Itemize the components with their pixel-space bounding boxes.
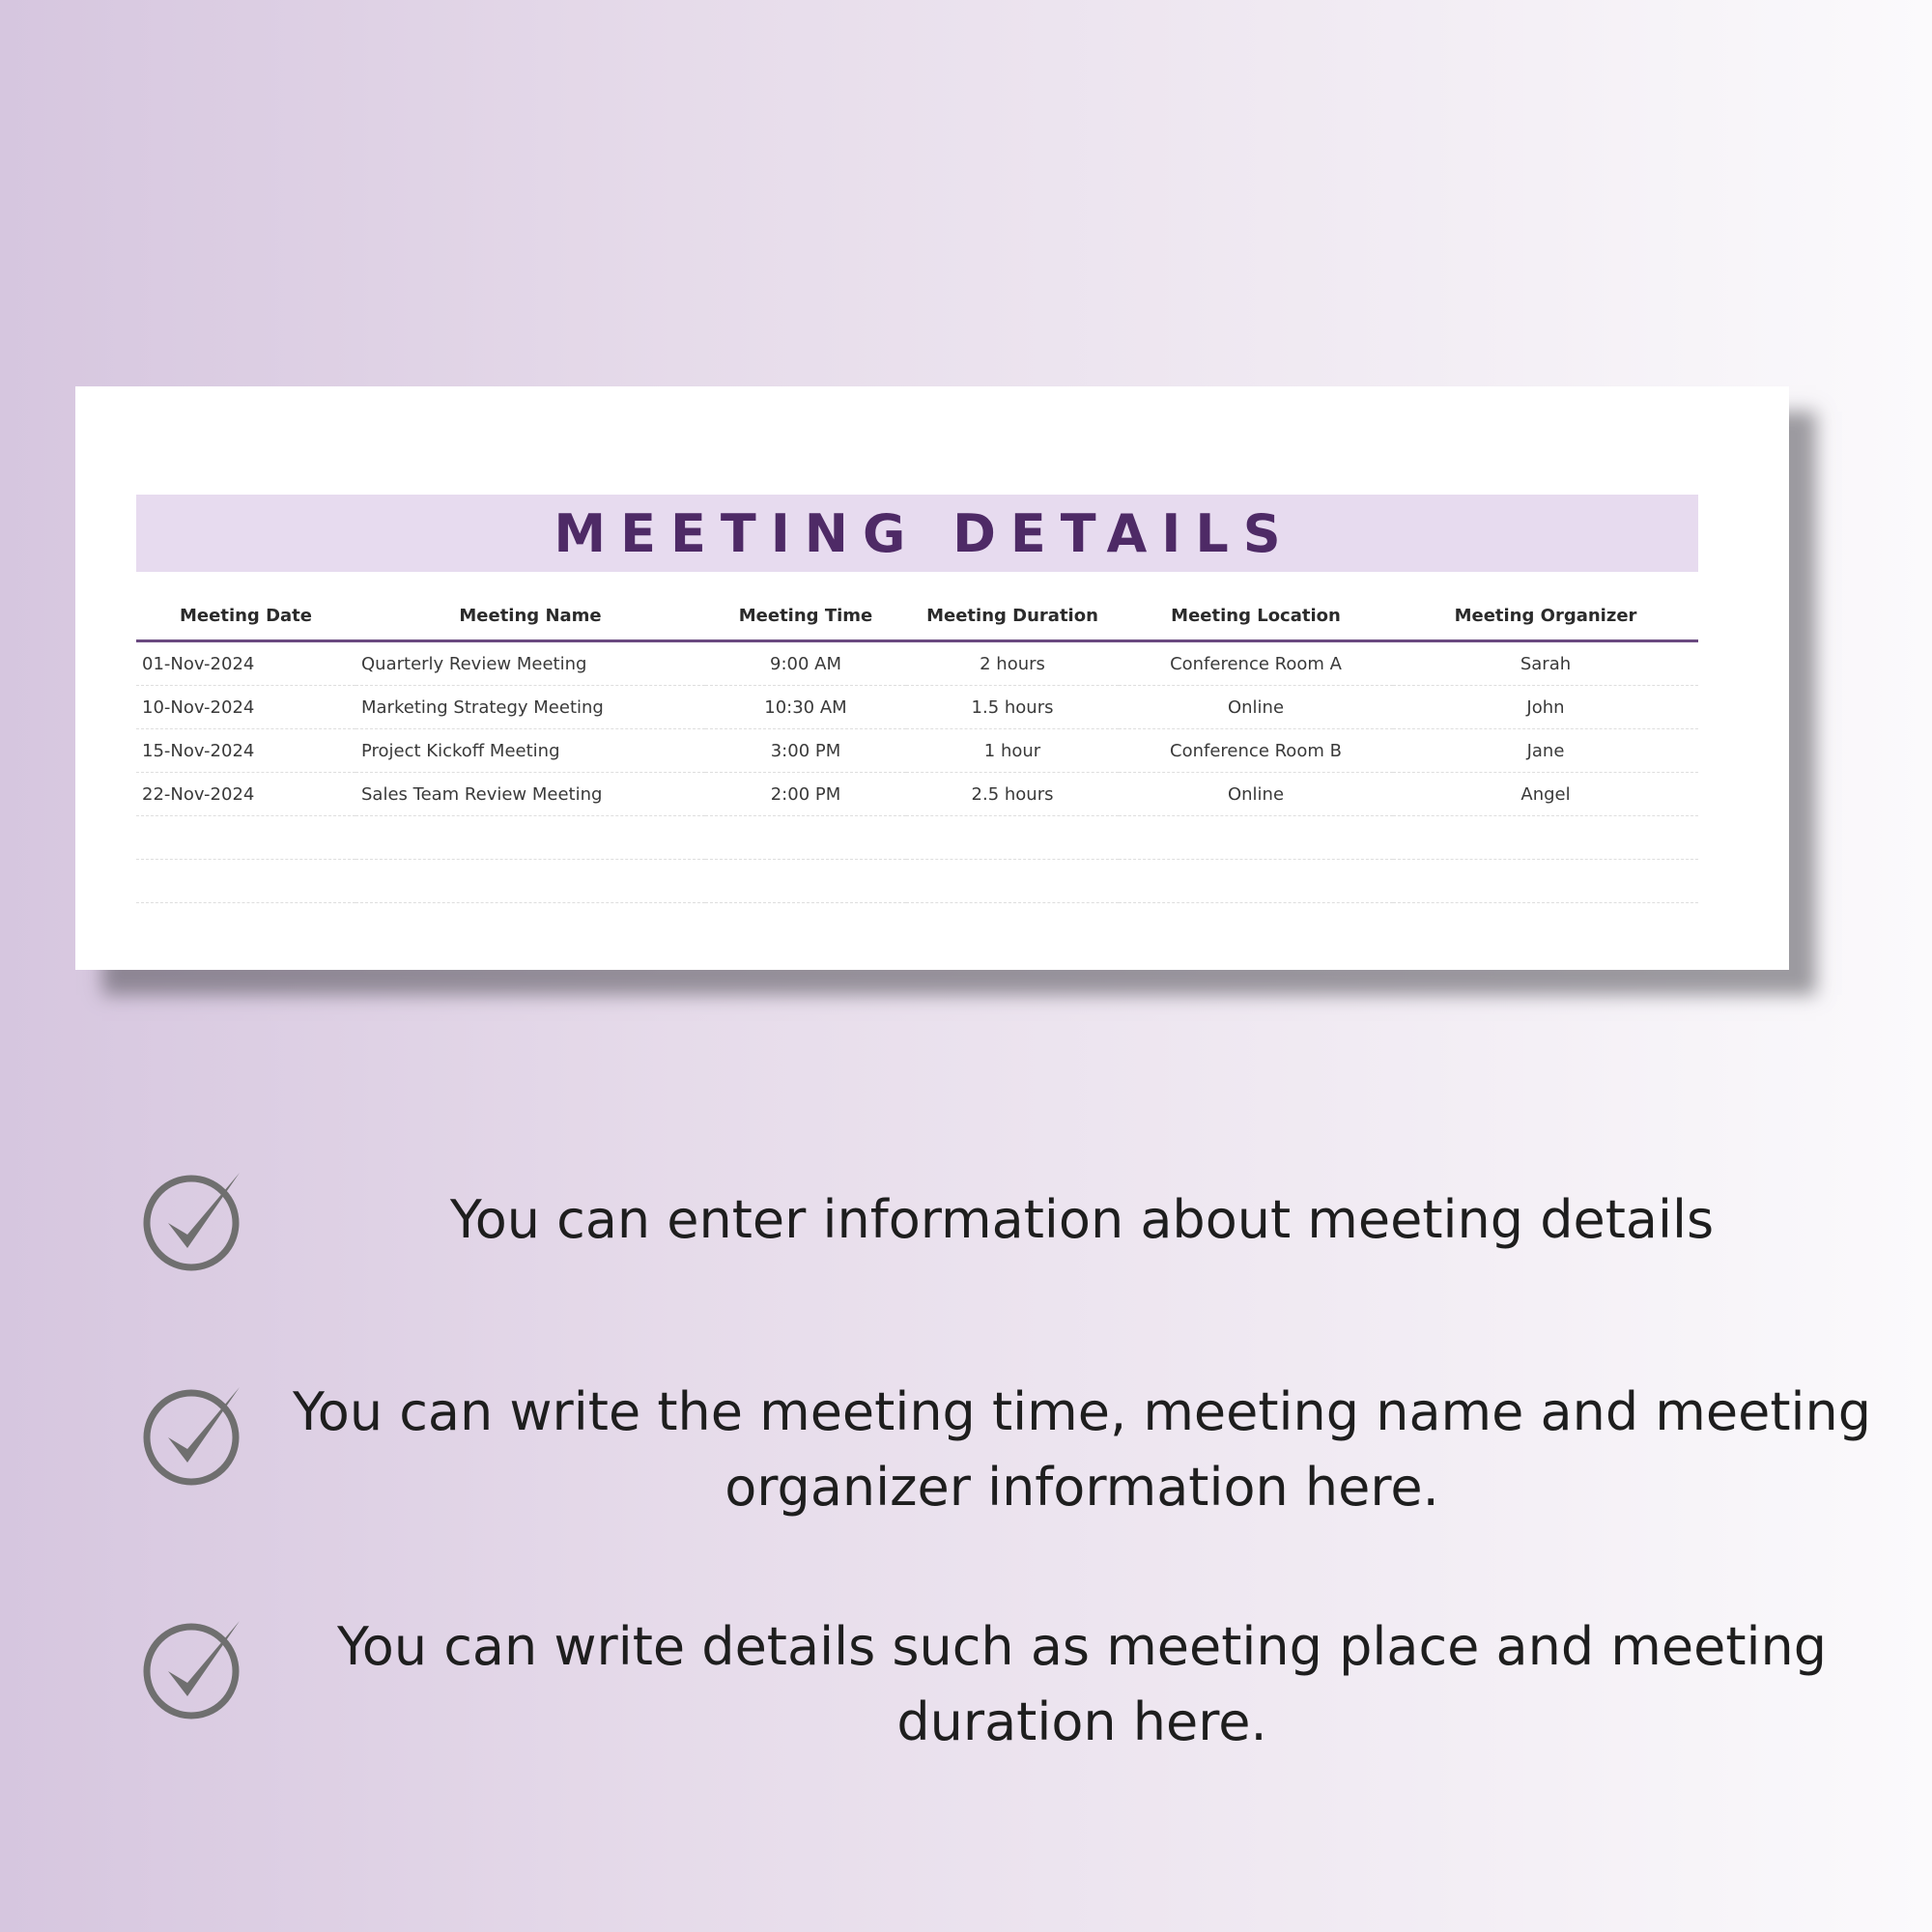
column-header-duration: Meeting Duration [906, 591, 1119, 641]
cell-date[interactable]: 01-Nov-2024 [136, 641, 355, 686]
cell-time[interactable]: 10:30 AM [705, 686, 906, 729]
cell-location[interactable]: Online [1119, 686, 1393, 729]
column-header-organizer: Meeting Organizer [1393, 591, 1698, 641]
cell-date[interactable]: 22-Nov-2024 [136, 773, 355, 816]
cell-duration[interactable]: 2 hours [906, 641, 1119, 686]
feature-text: You can write details such as meeting place and meeting duration here. [336, 1616, 1828, 1752]
cell-name[interactable]: Project Kickoff Meeting [355, 729, 705, 773]
cell-date[interactable]: 10-Nov-2024 [136, 686, 355, 729]
sheet-title: MEETING DETAILS [554, 502, 1295, 564]
column-header-location: Meeting Location [1119, 591, 1393, 641]
cell-time[interactable]: 3:00 PM [705, 729, 906, 773]
cell-duration[interactable]: 1.5 hours [906, 686, 1119, 729]
cell-organizer[interactable]: Sarah [1393, 641, 1698, 686]
cell-time[interactable]: 2:00 PM [705, 773, 906, 816]
cell-date[interactable]: 15-Nov-2024 [136, 729, 355, 773]
cell-name[interactable]: Quarterly Review Meeting [355, 641, 705, 686]
cell-name[interactable]: Marketing Strategy Meeting [355, 686, 705, 729]
cell-location[interactable]: Conference Room A [1119, 641, 1393, 686]
feature-text: You can write the meeting time, meeting name and meeting organizer information here. [292, 1381, 1872, 1518]
cell-organizer[interactable]: John [1393, 686, 1698, 729]
cell-name[interactable]: Sales Team Review Meeting [355, 773, 705, 816]
cell-location[interactable]: Online [1119, 773, 1393, 816]
cell-organizer[interactable]: Jane [1393, 729, 1698, 773]
cell-time[interactable]: 9:00 AM [705, 641, 906, 686]
cell-organizer[interactable]: Angel [1393, 773, 1698, 816]
checkmark-circle-icon [139, 1615, 247, 1723]
cell-duration[interactable]: 1 hour [906, 729, 1119, 773]
feature-text: You can enter information about meeting details [449, 1189, 1715, 1250]
column-header-time: Meeting Time [705, 591, 906, 641]
column-header-name: Meeting Name [355, 591, 705, 641]
cell-duration[interactable]: 2.5 hours [906, 773, 1119, 816]
checkmark-circle-icon [139, 1167, 247, 1275]
checkmark-circle-icon [139, 1381, 247, 1490]
column-header-date: Meeting Date [136, 591, 355, 641]
cell-location[interactable]: Conference Room B [1119, 729, 1393, 773]
